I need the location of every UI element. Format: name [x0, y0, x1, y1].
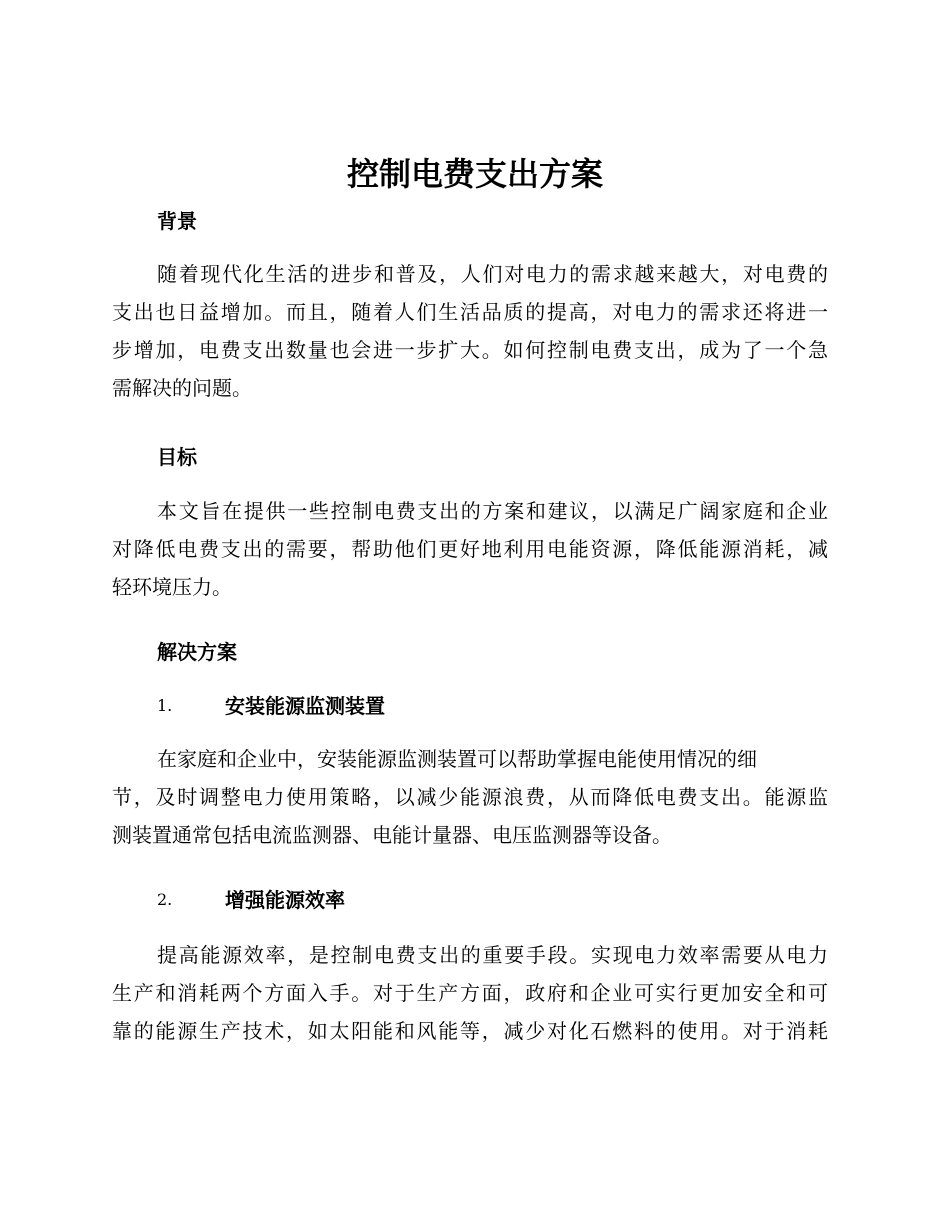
- paragraph-line: 本文旨在提供一些控制电费支出的方案和建议，以满足广阔家庭和企业: [157, 499, 828, 523]
- section-heading-goal: 目标: [157, 445, 197, 469]
- paragraph-solution-2: [112, 936, 828, 1050]
- section-heading-solutions: 解决方案: [157, 640, 237, 664]
- paragraph-line: 测装置通常包括电流监测器、电能计量器、电压监测器等设备。: [112, 823, 672, 847]
- paragraph-line: 需解决的问题。: [112, 376, 252, 400]
- list-number: 1.: [157, 696, 173, 715]
- paragraph-line: 节，及时调整电力使用策略，以减少能源浪费，从而降低电费支出。能源监: [112, 785, 828, 809]
- section-heading-background: 背景: [157, 209, 197, 233]
- paragraph-line: 生产和消耗两个方面入手。对于生产方面，政府和企业可实行更加安全和可: [112, 981, 828, 1005]
- solution-item-title: 增强能源效率: [225, 888, 345, 912]
- paragraph-line: 步增加，电费支出数量也会进一步扩大。如何控制电费支出，成为了一个急: [112, 338, 828, 362]
- paragraph-line: 对降低电费支出的需要，帮助他们更好地利用电能资源，降低能源消耗，减: [112, 537, 828, 561]
- paragraph-line: 随着现代化生活的进步和普及，人们对电力的需求越来越大，对电费的: [157, 262, 828, 286]
- list-number: 2.: [157, 890, 173, 909]
- paragraph-line: 支出也日益增加。而且，随着人们生活品质的提高，对电力的需求还将进一: [112, 300, 828, 324]
- paragraph-line: 提高能源效率，是控制电费支出的重要手段。实现电力效率需要从电力: [157, 943, 828, 967]
- paragraph-line: 靠的能源生产技术，如太阳能和风能等，减少对化石燃料的使用。对于消耗: [112, 1019, 828, 1043]
- paragraph-line: 在家庭和企业中，安装能源监测装置可以帮助掌握电能使用情况的细: [157, 747, 757, 771]
- paragraph-line: 轻环境压力。: [112, 575, 232, 599]
- paragraph-goal: [112, 492, 828, 606]
- paragraph-background: [112, 255, 828, 407]
- solution-item-title: 安装能源监测装置: [225, 694, 385, 718]
- document-title: 控制电费支出方案: [346, 155, 603, 193]
- paragraph-solution-1: [112, 740, 828, 854]
